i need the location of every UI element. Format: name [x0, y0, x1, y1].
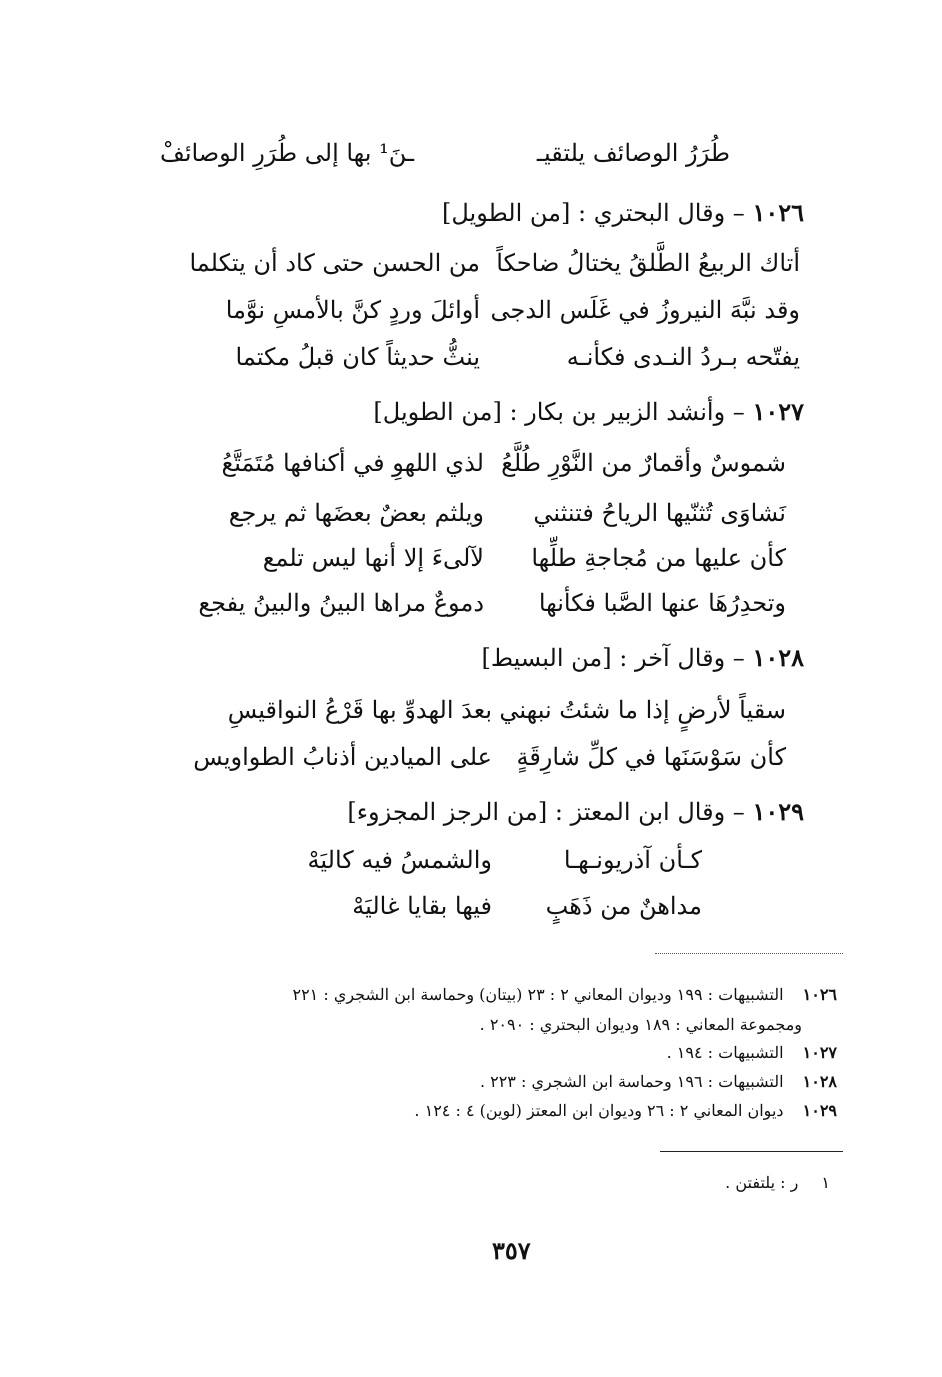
section-number: ١٠٢٩	[752, 797, 804, 826]
section-title: – وقال آخر : [من البسيط]	[481, 644, 745, 672]
footnote-text: التشبيهات : ١٩٦ وحماسة ابن الشجري : ٢٢٣ .	[479, 1072, 784, 1091]
footnote-1029	[414, 1098, 837, 1124]
verse-first-hemistich: كأن عليها من مُجاجةِ طلِّها	[531, 544, 786, 572]
verse-first-hemistich: وتحدِرُهَا عنها الصَّبا فكأنها	[538, 589, 786, 617]
section-number: ١٠٢٨	[752, 643, 804, 672]
section-heading-1026	[442, 196, 804, 230]
verse-second-hemistich: لذي اللهوِ في أكنافها مُتَمَتَّعُ	[221, 449, 484, 477]
footnote-number: ١٠٢٦	[802, 985, 837, 1004]
verse-first-hemistich: وقد نبَّهَ النيروزُ في غَلَس الدجى	[490, 296, 800, 324]
verse-second-hemistich: أوائلَ وردٍ كنَّ بالأمسِ نوَّما	[225, 296, 480, 324]
section-title: – وأنشد الزبير بن بكار : [من الطويل]	[373, 398, 745, 426]
footnote-1026-continuation: ومجموعة المعاني : ١٨٩ وديوان البحتري : ٢٠٩٠ .	[479, 1015, 802, 1034]
verse-second-hemistich: ينثُّ حديثاً كان قبلُ مكتما	[235, 343, 480, 371]
footnote-text: التشبيهات : ١٩٩ وديوان المعاني ٢ : ٢٣ (بيتان) وحماسة ابن الشجري : ٢٢١	[292, 985, 784, 1004]
footnote-1026	[292, 982, 837, 1008]
top-verse-second-hemistich: ـنَ¹ بها إلى طُرَرِ الوصائفْ	[159, 139, 414, 167]
verse-second-hemistich: من الحسن حتى كاد أن يتكلما	[189, 249, 480, 277]
verse-second-hemistich: لآلىءَ إلا أنها ليس تلمع	[262, 544, 484, 572]
top-verse-first-hemistich: طُرَرُ الوصائف يلتقيـ	[536, 139, 730, 167]
verse-first-hemistich: سقياً لأرضٍ إذا ما شئتُ نبهني	[499, 696, 786, 724]
section-number: ١٠٢٦	[752, 198, 804, 227]
verse-second-hemistich: بعدَ الهدوِّ بها قَرْعُ النواقيسِ	[227, 696, 492, 724]
section-heading-1028	[482, 641, 805, 675]
footnote-text: ديوان المعاني ٢ : ٢٦ وديوان ابن المعتز (لوين) ٤ : ١٢٤ .	[414, 1101, 784, 1120]
verse-first-hemistich: أتاك الربيعُ الطَّلقُ يختالُ ضاحكاً	[496, 249, 800, 277]
section-number: ١٠٢٧	[752, 397, 804, 426]
verse-first-hemistich: كأن سَوْسَنَها في كلِّ شارِقَةٍ	[516, 743, 786, 771]
footnote-separator	[655, 953, 843, 954]
verse-first-hemistich: مداهنٌ من ذَهَبٍ	[545, 892, 702, 920]
margin-note	[725, 1170, 830, 1196]
footnote-text: التشبيهات : ١٩٤ .	[666, 1043, 784, 1062]
footnote-1028	[480, 1069, 837, 1095]
margin-note-text: ر : يلتفتن .	[725, 1173, 799, 1192]
verse-first-hemistich: كـأن آذريونـهـا	[563, 846, 702, 874]
verse-second-hemistich: دموعٌ مراها البينُ والبينُ يفجع	[198, 589, 484, 617]
footnote-number: ١٠٢٩	[802, 1101, 837, 1120]
margin-note-number: ١	[821, 1173, 830, 1192]
verse-second-hemistich: والشمسُ فيه كاليَهْ	[307, 846, 492, 874]
section-title: – وقال البحتري : [من الطويل]	[441, 199, 745, 227]
verse-first-hemistich: نَشاوَى تُثنّيها الرياحُ فتنثني	[533, 499, 786, 527]
footnote-number: ١٠٢٨	[802, 1072, 837, 1091]
verse-second-hemistich: على الميادين أذنابُ الطواويس	[193, 743, 492, 771]
footnote-1027	[667, 1040, 837, 1066]
section-heading-1029	[347, 795, 804, 829]
verse-first-hemistich: يفتّحه بـردُ النـدى فكأنـه	[566, 343, 800, 371]
verse-first-hemistich: شموسٌ وأقمارٌ من النَّوْرِ طُلَّعُ	[501, 449, 786, 477]
section-heading-1027	[373, 395, 804, 429]
section-title: – وقال ابن المعتز : [من الرجز المجزوء]	[347, 798, 745, 826]
verse-second-hemistich: فيها بقايا غاليَهْ	[352, 892, 492, 920]
margin-note-separator	[660, 1151, 843, 1152]
footnote-number: ١٠٢٧	[802, 1043, 837, 1062]
page-number: ٣٥٧	[492, 1236, 531, 1265]
verse-second-hemistich: ويلثم بعضٌ بعضَها ثم يرجع	[228, 499, 484, 527]
